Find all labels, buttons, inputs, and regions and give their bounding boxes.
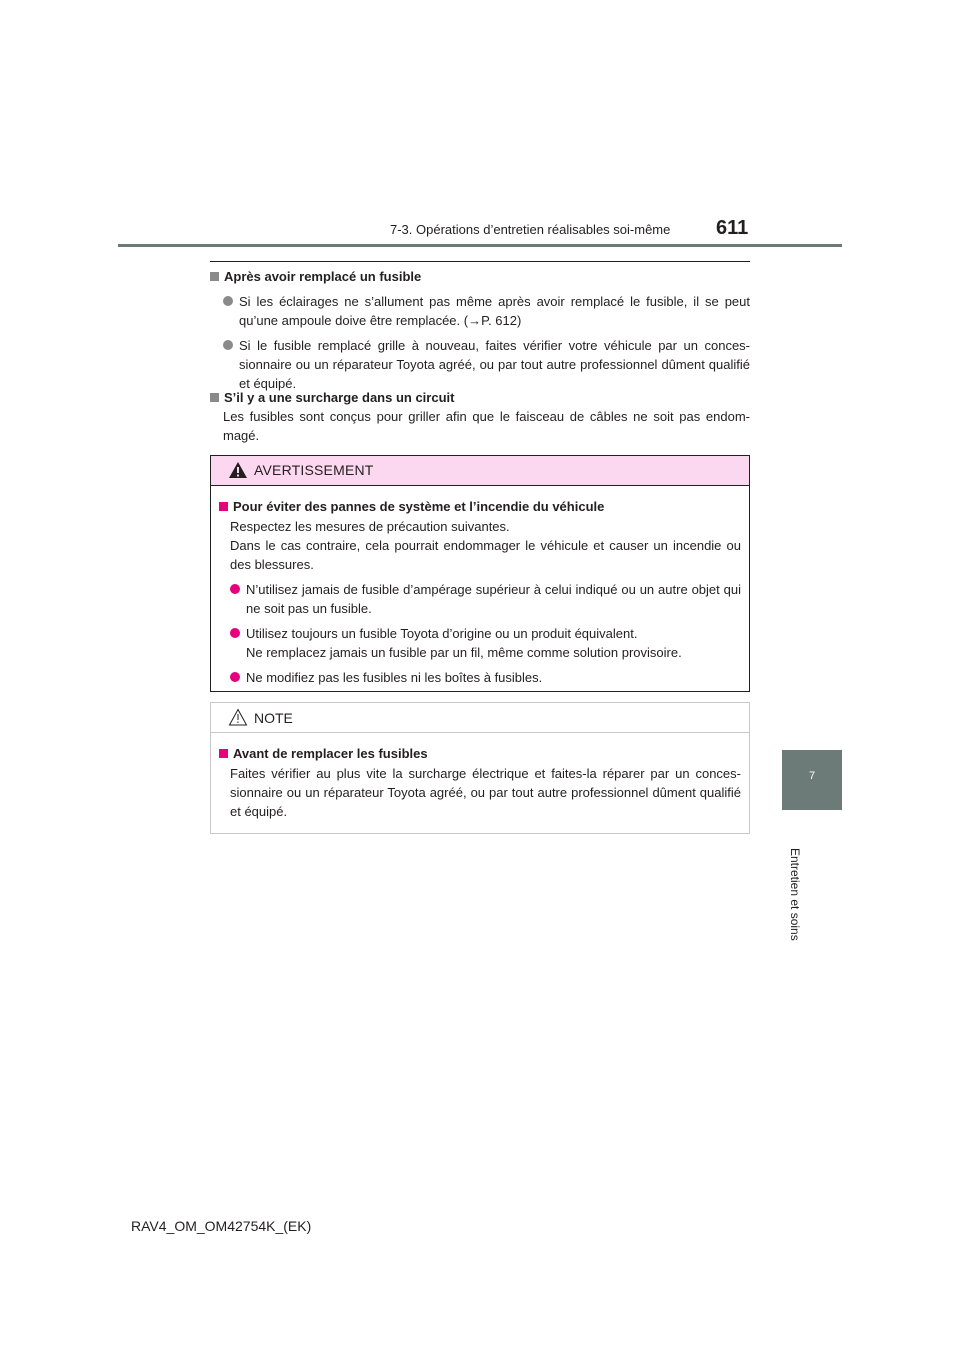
header-rule xyxy=(118,244,842,247)
section-title xyxy=(210,267,750,286)
list-item-text xyxy=(246,624,741,662)
square-bullet-icon xyxy=(219,502,228,511)
list-item-line: Ne remplacez jamais un fusible par un fil, même comme solution provisoire. xyxy=(246,645,682,660)
chapter-number: 7 xyxy=(808,770,816,782)
section-header: 7-3. Opérations d’entretien réalisables soi-même xyxy=(390,222,671,237)
round-bullet-icon xyxy=(230,584,240,594)
section-after-replacing-fuse xyxy=(210,267,750,393)
square-bullet-icon xyxy=(219,749,228,758)
list-item-text: Si le fusible remplacé grille à nouveau, faites vérifier votre véhicule par un conces-sionnaire ou un réparateur Toyota agréé, ou par tout autre professionnel dûment qualifié et équipé. xyxy=(239,338,750,391)
warning-intro: Dans le cas contraire, cela pourrait endommager le véhicule et causer un incendie ou des blessures. xyxy=(230,538,741,572)
round-bullet-icon xyxy=(223,296,233,306)
warning-intro: Respectez les mesures de précaution suivantes. xyxy=(230,519,510,534)
warning-header xyxy=(211,456,749,486)
note-content xyxy=(211,733,749,821)
warning-content xyxy=(211,486,749,687)
warning-label: AVERTISSEMENT xyxy=(254,462,374,478)
warning-triangle-icon xyxy=(228,461,248,479)
round-bullet-icon xyxy=(223,340,233,350)
list-item xyxy=(230,624,741,662)
page-number: 611 xyxy=(716,217,749,239)
warning-title-text: Pour éviter des pannes de système et l’incendie du véhicule xyxy=(233,499,605,514)
note-label: NOTE xyxy=(254,710,293,726)
list-item-text: Ne modifiez pas les fusibles ni les boîtes à fusibles. xyxy=(246,670,543,685)
note-title-text: Avant de remplacer les fusibles xyxy=(233,746,428,761)
list-item-text: N’utilisez jamais de fusible d’ampérage supérieur à celui indiqué ou un autre objet qui ne soit pas un fusible. xyxy=(246,582,741,616)
section-circuit-overload xyxy=(210,388,750,445)
list-item xyxy=(223,336,750,393)
document-code: RAV4_OM_OM42754K_(EK) xyxy=(131,1218,312,1234)
round-bullet-icon xyxy=(230,628,240,638)
list-item xyxy=(230,580,741,618)
section-title-text: S’il y a une surcharge dans un circuit xyxy=(224,390,455,405)
caution-triangle-icon xyxy=(228,708,248,726)
list-item xyxy=(230,668,741,687)
warning-box xyxy=(210,455,750,692)
section-title-text: Après avoir remplacé un fusible xyxy=(224,269,422,284)
note-box xyxy=(210,702,750,834)
note-paragraph: Faites vérifier au plus vite la surcharge électrique et faites-la réparer par un conces-sionnaire ou un réparateur Toyota agréé, ou par tout autre professionnel dûment qualifié et équipé. xyxy=(230,766,741,819)
note-title xyxy=(219,744,741,763)
list-item-line: Utilisez toujours un fusible Toyota d’origine ou un produit équivalent. xyxy=(246,626,638,641)
list-item-text: Si les éclairages ne s’allument pas même après avoir remplacé le fusible, il se peut qu’une ampoule doive être remplacée. (→P. 612) xyxy=(239,294,750,328)
round-bullet-icon xyxy=(230,672,240,682)
section-paragraph: Les fusibles sont conçus pour griller afin que le faisceau de câbles ne soit pas endom-magé. xyxy=(223,409,750,443)
square-bullet-icon xyxy=(210,272,219,281)
warning-title xyxy=(219,497,741,516)
chapter-label: Entretien et soins xyxy=(788,848,802,941)
content-top-rule xyxy=(210,261,750,262)
note-header xyxy=(211,703,749,733)
section-title xyxy=(210,388,750,407)
list-item xyxy=(223,292,750,330)
square-bullet-icon xyxy=(210,393,219,402)
